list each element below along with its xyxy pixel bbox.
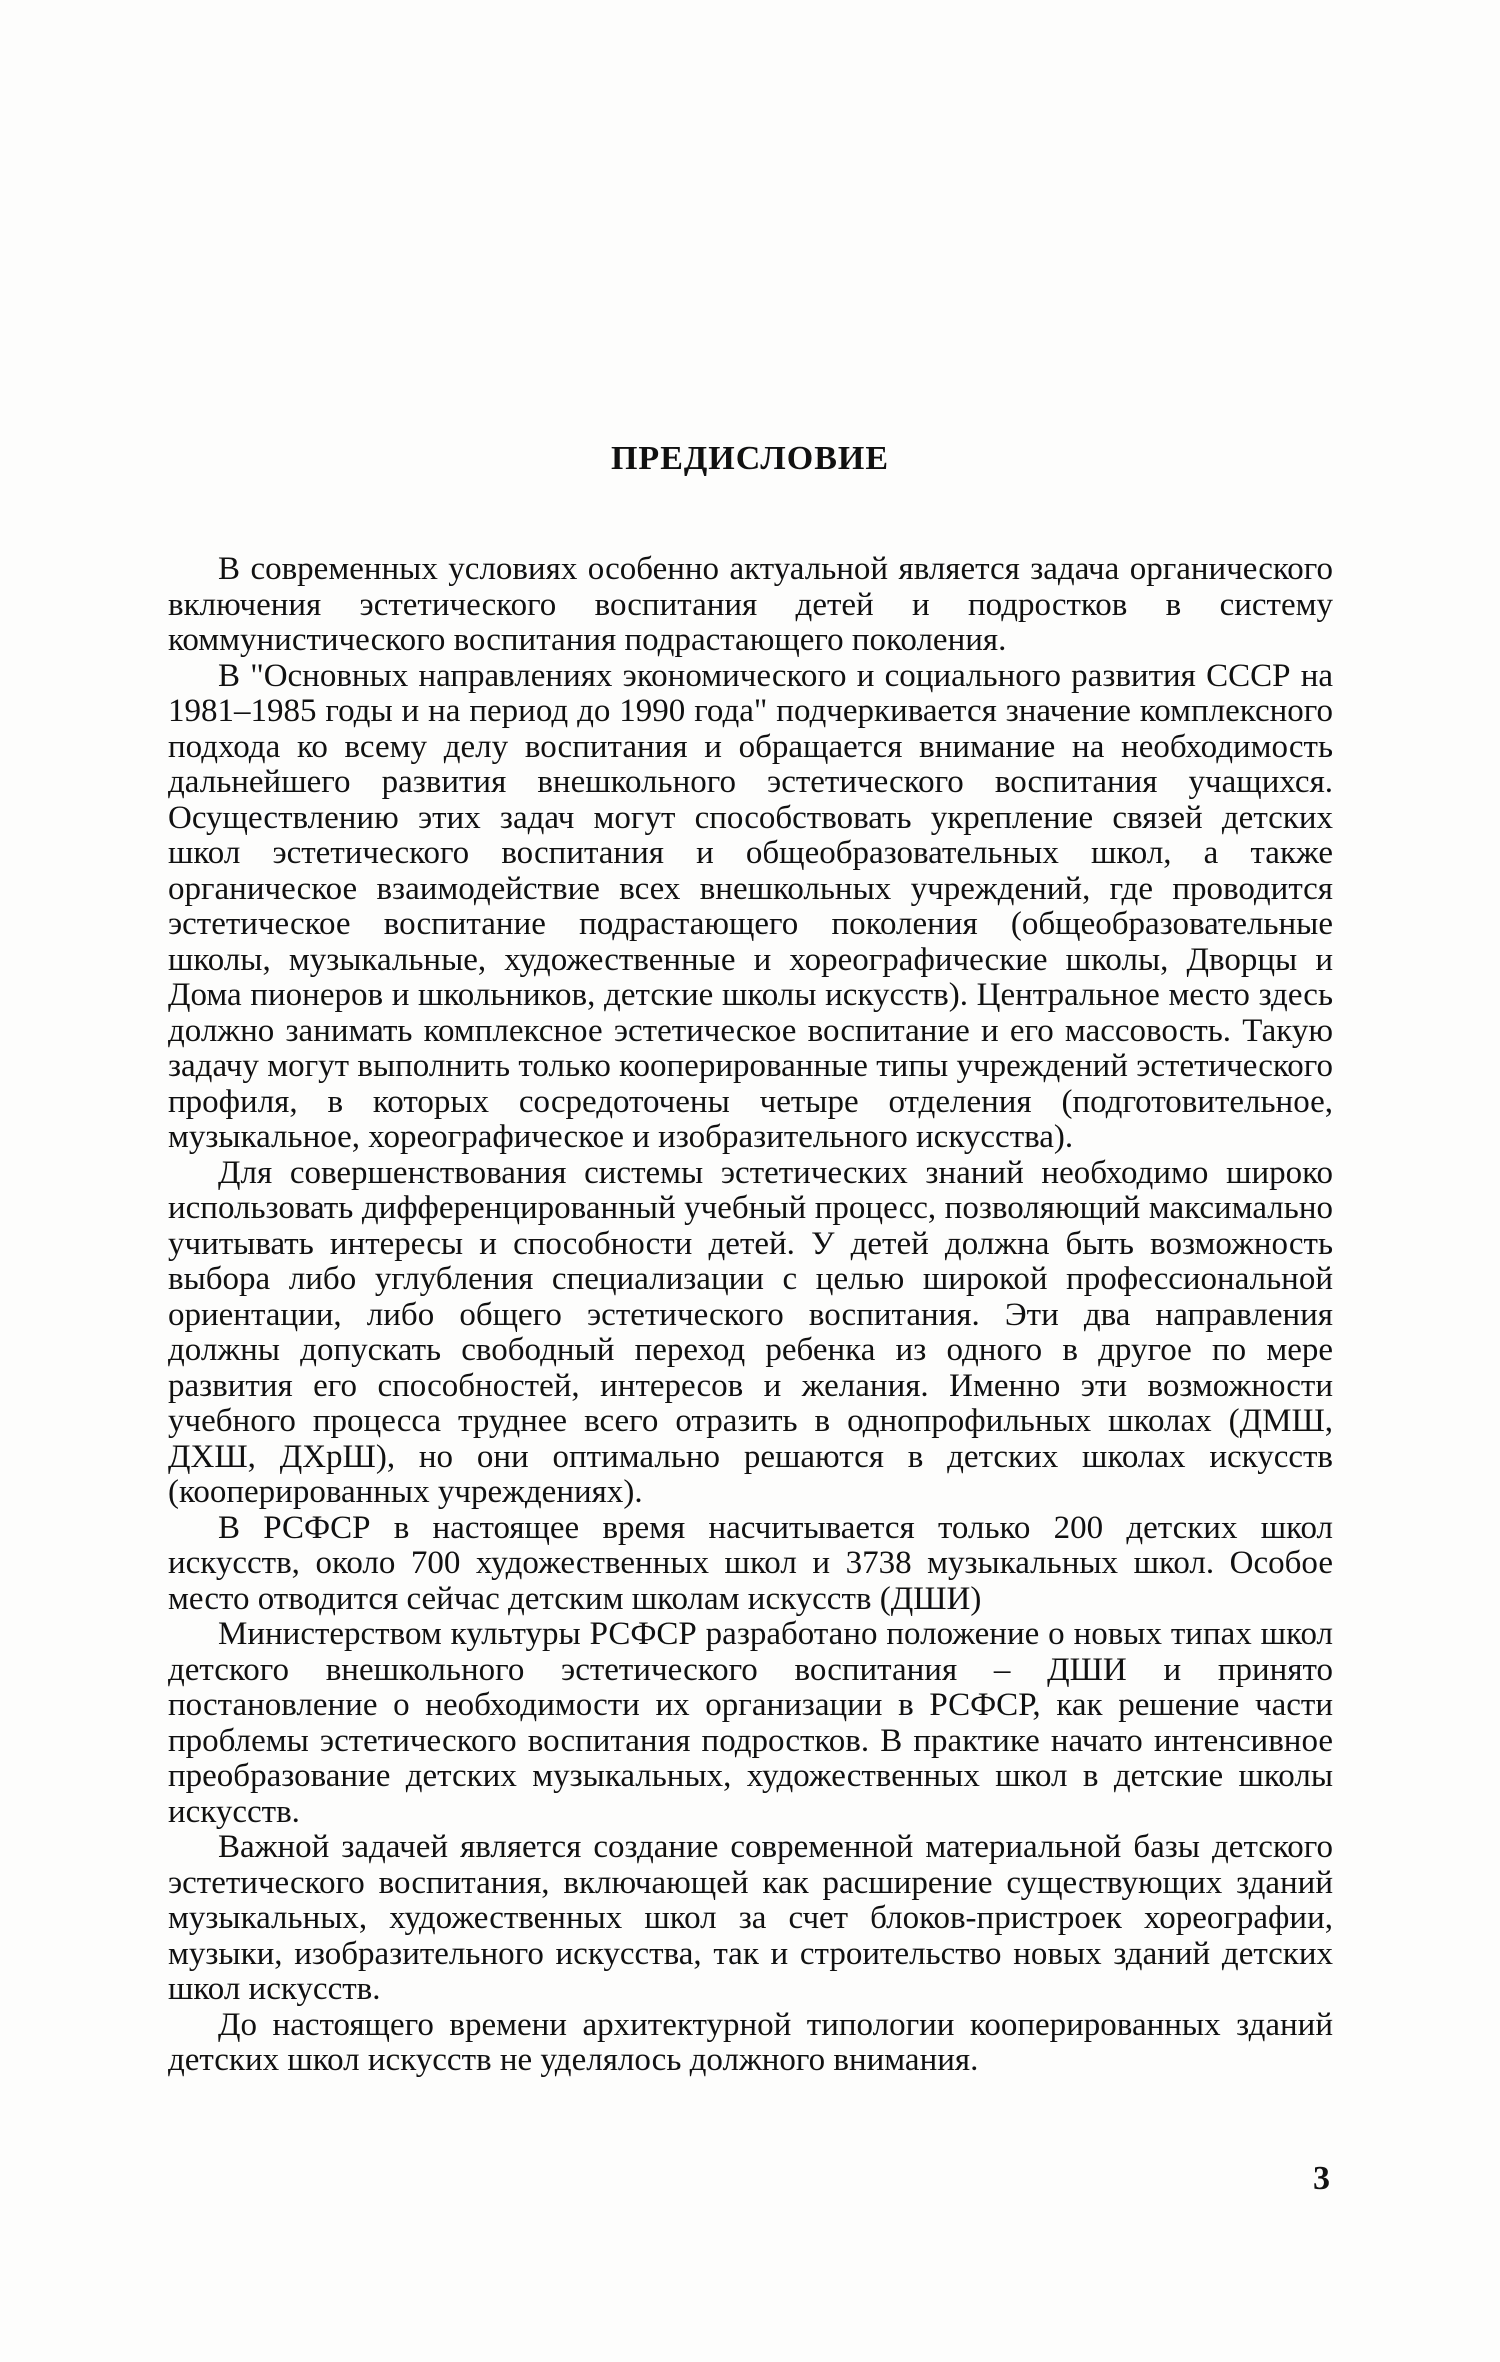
page-heading: ПРЕДИСЛОВИЕ bbox=[610, 440, 890, 477]
paragraph: Для совершенствования системы эстетических знаний необходимо широко использовать дифференцированный учебный процесс, позволяющий максимально учитывать интересы и способности детей. У детей должна быть возможность выбора либо углубления специализации с целью широкой профессиональной ориентации, либо общего эстетического воспитания. Эти два направления должны допускать свободный переход ребенка из одного в другое по мере развития его способностей, интересов и желания. Именно эти возможности учебного процесса труднее всего отразить в однопрофильных школах (ДМШ, ДХШ, ДХрШ), но они оптимально решаются в детских школах искусств (кооперированных учреждениях). bbox=[168, 1154, 1333, 1510]
paragraph: До настоящего времени архитектурной типологии кооперированных зданий детских школ искусств не уделялось должного внимания. bbox=[168, 2006, 1333, 2078]
body-text bbox=[168, 552, 1333, 2079]
paragraph: В РСФСР в настоящее время насчитывается только 200 детских школ искусств, около 700 художественных школ и 3738 музыкальных школ. Особое место отводится сейчас детским школам искусств (ДШИ) bbox=[168, 1509, 1333, 1617]
paragraph: Важной задачей является создание современной материальной базы детского эстетического воспитания, включающей как расширение существующих зданий музыкальных, художественных школ за счет блоков-пристроек хореографии, музыки, изобразительного искусства, так и строительство новых зданий детских школ искусств. bbox=[168, 1829, 1333, 2007]
page-number: 3 bbox=[1313, 2160, 1330, 2197]
paragraph: В современных условиях особенно актуальной является задача органического включения эстетического воспитания детей и подростков в систему коммунистического воспитания подрастающего поколения. bbox=[168, 551, 1333, 658]
paragraph: В "Основных направлениях экономического и социального развития СССР на 1981–1985 годы и на период до 1990 года" подчеркивается значение комплексного подхода ко всему делу воспитания и обращается внимание на необходимость дальнейшего развития внешкольного эстетического воспитания учащихся. Осуществлению этих задач могут способствовать укрепление связей детских школ эстетического воспитания и общеобразовательных школ, а также органическое взаимодействие всех внешкольных учреждений, где проводится эстетическое воспитание подрастающего поколения (общеобразовательные школы, музыкальные, художественные и хореографические школы, Дворцы и Дома пионеров и школьников, детские школы искусств). Центральное место здесь должно занимать комплексное эстетическое воспитание и его массовость. Такую задачу могут выполнить только кооперированные типы учреждений эстетического профиля, в которых сосредоточены четыре отделения (подготовительное, музыкальное, хореографическое и изобразительного искусства). bbox=[168, 657, 1333, 1155]
paragraph: Министерством культуры РСФСР разработано положение о новых типах школ детского внешкольного эстетического воспитания – ДШИ и принято постановление о необходимости их организации в РСФСР, как решение части проблемы эстетического воспитания подростков. В практике начато интенсивное преобразование детских музыкальных, художественных школ в детские школы искусств. bbox=[168, 1616, 1333, 1830]
